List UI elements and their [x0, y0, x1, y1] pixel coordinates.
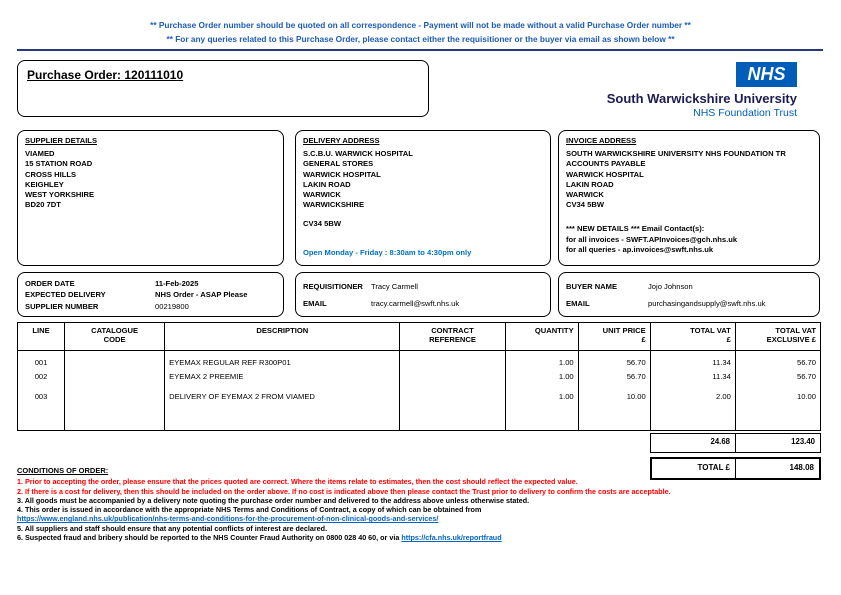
- invoice-address-line: LAKIN ROAD: [566, 179, 614, 189]
- cell-contract: [400, 371, 505, 391]
- conditions-title: CONDITIONS OF ORDER:: [17, 466, 109, 475]
- delivery-address-line: WARWICK: [303, 190, 341, 200]
- requisitioner-row: [303, 281, 543, 292]
- requisitioner-email: tracy.carmell@swft.nhs.uk: [371, 299, 460, 309]
- requisitioner-name: Tracy Carmell: [371, 282, 418, 291]
- subtotal-row: [650, 433, 821, 453]
- delivery-address-line: WARWICKSHIRE: [303, 200, 365, 210]
- header-text: £: [641, 335, 646, 344]
- cell-unit-price: 10.00: [578, 391, 650, 411]
- nhs-terms-link[interactable]: https://www.england.nhs.uk/publication/nhs-terms-and-conditions-for-the-procurement-of-non-clinical-goods-and-services/: [17, 514, 439, 524]
- cell-quantity: 1.00: [505, 351, 578, 371]
- delivery-address-title: DELIVERY ADDRESS: [303, 136, 380, 145]
- condition-5: 5. All suppliers and staff should ensure that any potential conflicts of interest are declared.: [17, 523, 328, 533]
- invoice-email-invoices: for all invoices - SWFT.APInvoices@gch.nhs.uk: [566, 234, 738, 244]
- buyer-name-label: BUYER NAME: [566, 282, 618, 291]
- cell-empty: [578, 411, 650, 431]
- cell-total-vat: 2.00: [650, 391, 735, 411]
- organisation-name: South Warwickshire University: [606, 91, 797, 106]
- cell-line: 001: [18, 351, 65, 371]
- col-header-total-vat: [650, 323, 735, 351]
- header-text: QUANTITY: [534, 326, 574, 335]
- buyer-email-label: EMAIL: [566, 299, 590, 309]
- table-filler-row: [18, 411, 821, 431]
- delivery-postcode: CV34 5BW: [303, 219, 341, 229]
- total-vat-amount: 24.68: [651, 434, 736, 452]
- cell-description: DELIVERY OF EYEMAX 2 FROM VIAMED: [165, 391, 400, 411]
- invoice-email-queries: for all queries - ap.invoices@swft.nhs.uk: [566, 244, 714, 254]
- header-notice-line2: ** For any queries related to this Purchase Order, please contact either the requisitioner or the buyer via email as shown below **: [166, 34, 675, 44]
- delivery-address-line: GENERAL STORES: [303, 159, 374, 169]
- col-header-total-vat-exclusive: [735, 323, 820, 351]
- invoice-address-box: [558, 130, 820, 266]
- cell-total-excl: 10.00: [735, 391, 820, 411]
- col-header-contract-reference: [400, 323, 505, 351]
- requisitioner-label: REQUISITIONER: [303, 282, 363, 291]
- supplier-address-line: WEST YORKSHIRE: [25, 190, 95, 200]
- buyer-email-row: [566, 298, 812, 309]
- header-text: £: [726, 335, 731, 344]
- cell-empty: [735, 411, 820, 431]
- grand-total-label: TOTAL £: [652, 459, 736, 478]
- supplier-address-line: KEIGHLEY: [25, 179, 64, 189]
- expected-delivery-value: NHS Order - ASAP Please: [155, 290, 248, 300]
- requisitioner-email-row: [303, 298, 543, 309]
- delivery-address-line: S.C.B.U. WARWICK HOSPITAL: [303, 149, 413, 159]
- grand-total-amount: 148.08: [789, 463, 814, 472]
- order-info-box: [17, 272, 284, 317]
- cell-empty: [65, 411, 165, 431]
- nhs-logo-text: NHS: [747, 64, 786, 84]
- cell-total-vat: 11.34: [650, 371, 735, 391]
- supplier-number-row: [25, 301, 276, 312]
- cell-unit-price: 56.70: [578, 351, 650, 371]
- cell-description: EYEMAX REGULAR REF R300P01: [165, 351, 400, 371]
- trust-name: NHS Foundation Trust: [693, 107, 797, 119]
- condition-2: 2. If there is a cost for delivery, then this should be included on the order above. If no cost is indicated above then please contact the Trust prior to delivery to confirm the costs are acceptable.: [17, 486, 671, 496]
- cell-line: 003: [18, 391, 65, 411]
- invoice-address-line: ACCOUNTS PAYABLE: [566, 159, 646, 169]
- cell-description: EYEMAX 2 PREEMIE: [165, 371, 400, 391]
- buyer-name: Jojo Johnson: [648, 282, 693, 291]
- supplier-address-line: VIAMED: [25, 149, 55, 159]
- cell-contract: [400, 391, 505, 411]
- delivery-address-line: WARWICK HOSPITAL: [303, 169, 381, 179]
- buyer-name-row: [566, 281, 812, 292]
- delivery-address-box: [295, 130, 551, 266]
- invoice-new-details-note: *** NEW DETAILS *** Email Contact(s):: [566, 224, 705, 234]
- condition-1: 1. Prior to accepting the order, please ensure that the prices quoted are correct. Where the items relate to estimates, then the cost should reflect the expected value.: [17, 477, 578, 487]
- header-text: REFERENCE: [429, 335, 476, 344]
- nhs-logo-block: [607, 62, 797, 119]
- cell-catalogue: [65, 371, 165, 391]
- invoice-address-title: INVOICE ADDRESS: [566, 136, 637, 145]
- cell-total-excl: 56.70: [735, 371, 820, 391]
- cell-catalogue: [65, 351, 165, 371]
- supplier-address-line: 15 STATION ROAD: [25, 159, 93, 169]
- order-date-value: 11-Feb-2025: [155, 279, 199, 288]
- invoice-address-line: WARWICK HOSPITAL: [566, 169, 644, 179]
- header-text: UNIT PRICE: [602, 326, 646, 335]
- cell-quantity: 1.00: [505, 391, 578, 411]
- cell-contract: [400, 351, 505, 371]
- expected-delivery-label: EXPECTED DELIVERY: [25, 290, 106, 300]
- cell-empty: [650, 411, 735, 431]
- supplier-details-box: [17, 130, 284, 266]
- conditions-section: [17, 466, 825, 542]
- header-text: CONTRACT: [431, 326, 474, 335]
- condition-4-text: 4. This order is issued in accordance with the appropriate NHS Terms and Conditions of Contract, a copy of which can be obtained from: [17, 505, 482, 515]
- delivery-address-line: LAKIN ROAD: [303, 179, 351, 189]
- cell-line: 002: [18, 371, 65, 391]
- supplier-number-label: SUPPLIER NUMBER: [25, 301, 99, 311]
- supplier-address-line: CROSS HILLS: [25, 169, 77, 179]
- header-text: DESCRIPTION: [256, 326, 309, 335]
- invoice-address-line: CV34 5BW: [566, 200, 604, 210]
- table-header-row: [18, 323, 821, 351]
- header-divider: [17, 49, 823, 51]
- cell-catalogue: [65, 391, 165, 411]
- header-text: CODE: [103, 335, 126, 344]
- supplier-details-title: SUPPLIER DETAILS: [25, 136, 98, 145]
- purchase-order-number: Purchase Order: 120111010: [27, 68, 184, 82]
- col-header-description: [165, 323, 400, 351]
- requisitioner-email-label: EMAIL: [303, 299, 327, 309]
- col-header-unit-price: [578, 323, 650, 351]
- condition-3: 3. All goods must be accompanied by a delivery note quoting the purchase order number and delivered to the address above unless otherwise stated.: [17, 495, 530, 505]
- table-row: [18, 351, 821, 371]
- order-date-row: [25, 278, 276, 289]
- requisitioner-box: [295, 272, 551, 317]
- header-text: LINE: [32, 326, 50, 335]
- condition-6: [17, 533, 825, 542]
- header-text: CATALOGUE: [91, 326, 139, 335]
- table-row: [18, 371, 821, 391]
- header-text: EXCLUSIVE £: [766, 335, 816, 344]
- cell-empty: [505, 411, 578, 431]
- expected-delivery-row: [25, 289, 276, 300]
- cell-unit-price: 56.70: [578, 371, 650, 391]
- fraud-report-link[interactable]: https://cfa.nhs.uk/reportfraud: [401, 533, 502, 543]
- buyer-box: [558, 272, 820, 317]
- cell-quantity: 1.00: [505, 371, 578, 391]
- cell-empty: [165, 411, 400, 431]
- col-header-quantity: [505, 323, 578, 351]
- buyer-email: purchasingandsupply@swft.nhs.uk: [648, 299, 766, 309]
- purchase-order-box: [17, 60, 429, 117]
- delivery-opening-hours: Open Monday - Friday : 8:30am to 4:30pm only: [303, 247, 472, 257]
- cell-empty: [18, 411, 65, 431]
- condition-6-text: 6. Suspected fraud and bribery should be reported to the NHS Counter Fraud Authority on 0800 028 40 60, or via: [17, 533, 402, 543]
- supplier-address-line: BD20 7DT: [25, 200, 61, 210]
- header-notice-line1: ** Purchase Order number should be quoted on all correspondence - Payment will not be made without a valid Purchase Order number **: [150, 20, 691, 30]
- cell-total-excl: 56.70: [735, 351, 820, 371]
- supplier-number-value: 00219800: [155, 301, 189, 311]
- col-header-catalogue-code: [65, 323, 165, 351]
- net-total-amount: 123.40: [791, 437, 815, 446]
- invoice-address-line: SOUTH WARWICKSHIRE UNIVERSITY NHS FOUNDATION TR: [566, 149, 786, 159]
- col-header-line: [18, 323, 65, 351]
- order-date-label: ORDER DATE: [25, 279, 75, 288]
- table-row: [18, 391, 821, 411]
- nhs-logo: [736, 62, 797, 87]
- cell-total-vat: 11.34: [650, 351, 735, 371]
- order-lines-table: [17, 322, 821, 431]
- invoice-address-line: WARWICK: [566, 190, 604, 200]
- header-text: TOTAL VAT: [775, 326, 816, 335]
- condition-4: [17, 505, 825, 524]
- header-text: TOTAL VAT: [690, 326, 731, 335]
- cell-empty: [400, 411, 505, 431]
